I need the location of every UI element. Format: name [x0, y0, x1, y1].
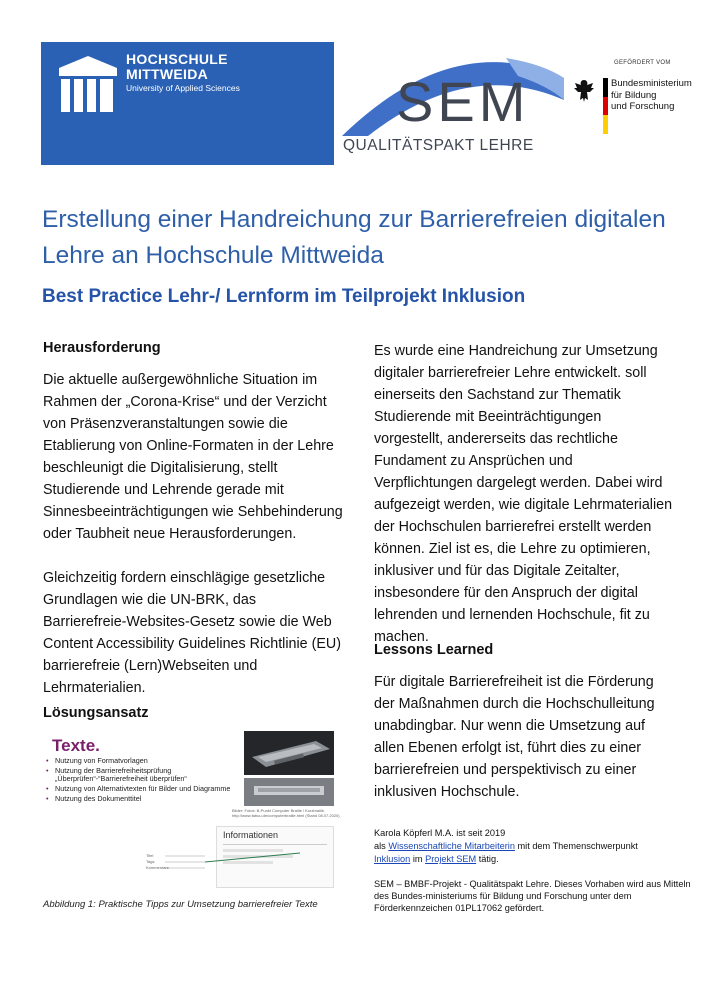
photo-credit: Bilder: Fotos: B-Punkt Computer Braille / Kurzbraille, http://www.fabuu.de/computerbraille.html (Stand 08.07.2020)	[232, 808, 340, 818]
author-text: im	[412, 854, 423, 864]
screenshot-pointer-lines	[165, 851, 305, 881]
hsmw-name-line2: MITTWEIDA	[126, 66, 209, 82]
ministry-name	[611, 78, 692, 113]
braille-keyboard-image	[244, 731, 334, 775]
ministry-line1: Bundesministerium	[611, 78, 692, 89]
screenshot-label: Kommentare	[146, 865, 169, 870]
link-inklusion[interactable]: Inklusion	[374, 854, 411, 864]
list-item: • Nutzung der Barrierefreiheitsprüfung „Überprüfen“-“Barrierefreiheit überprüfen“	[44, 767, 234, 784]
paragraph-handreichung: Es wurde eine Handreichung zur Umsetzung digitaler barrierefreier Lehre entwickelt. soll einerseits den Sachstand zur Thematik Studierende mit Beeinträchtigungen vorgestellt, andererseits das rechtliche Fundament zu Ansprüchen und Verpflichtungen dargelegt werden. Dabei wird aufgezeigt werden, wie digitale Lehrmaterialien der Hochschulen barrierefrei erstellt werden können. Ziel ist es, die Lehre zu optimieren, inklusiver und für das Digitale Zeitalter, insbesondere für den Anspruch der digital lehrenden und lernenden Hochschule, fit zu machen.	[374, 343, 673, 645]
heading-loesungsansatz: Lösungsansatz	[43, 705, 149, 721]
page-title: Erstellung einer Handreichung zur Barrierefreien digitalen Lehre an Hochschule Mittweida	[42, 206, 666, 269]
heading-lessons-learned: Lessons Learned	[374, 642, 494, 658]
list-item: • Nutzung von Alternativtexten für Bilder und Diagramme	[44, 785, 234, 794]
author-text: mit dem Themenschwerpunkt	[517, 841, 638, 851]
screenshot-label: Tags	[146, 859, 155, 864]
hsmw-name-line1: HOCHSCHULE	[126, 51, 228, 67]
figure-heading: Texte.	[52, 736, 100, 755]
author-text: tätig.	[478, 854, 499, 864]
list-item: • Nutzung des Dokumenttitel	[44, 795, 234, 804]
screenshot-title: Informationen	[223, 830, 279, 840]
ministry-line3: und Forschung	[611, 101, 675, 112]
hsmw-name	[126, 52, 228, 82]
screenshot-label: Titel	[146, 853, 154, 858]
braille-keyboard-photo	[244, 731, 334, 775]
author-line: Karola Köpferl M.A. ist seit 2019	[374, 828, 506, 838]
ministry-line2: für Bildung	[611, 89, 657, 101]
funding-label: GEFÖRDERT VOM	[614, 60, 671, 66]
paragraph-herausforderung: Die aktuelle außergewöhnliche Situation im Rahmen der „Corona-Krise“ und der Verzicht von Präsenzveranstaltungen sowie die Etablierung von Online-Formaten in der Lehre beschleunigt die Digitalisierung, stellt Studierende und Lehrende gerade mit Sinnesbeeinträchtigungen wie Sehbehinderung oder Taubheit neue Herausforderungen.	[43, 372, 343, 542]
paragraph-grundlagen: Gleichzeitig fordern einschlägige gesetzliche Grundlagen wie die UN-BRK, das Barrierefreie-Websites-Gesetz sowie die Web Content Accessibility Guidelines Richtlinie (EU) barrierefreie (Lern)Webseiten und Lehrmaterialien.	[43, 570, 341, 696]
hsmw-subtitle: University of Applied Sciences	[126, 83, 240, 93]
german-flag-icon	[603, 78, 608, 134]
list-item: • Nutzung von Formatvorlagen	[44, 757, 234, 766]
figure-list	[44, 757, 234, 805]
author-info	[374, 827, 694, 866]
sem-subtitle: QUALITÄTSPAKT LEHRE	[343, 137, 534, 154]
braille-display-photo	[244, 778, 334, 806]
federal-eagle-icon	[572, 78, 596, 104]
page-subtitle: Best Practice Lehr-/ Lernform im Teilprojekt Inklusion	[42, 286, 526, 307]
figure-caption: Abbildung 1: Praktische Tipps zur Umsetzung barrierefreier Texte	[43, 899, 318, 910]
author-text: als	[374, 841, 386, 851]
sem-wordmark: SEM	[396, 70, 530, 133]
hsmw-building-icon	[55, 48, 121, 120]
link-wissenschaftliche-mitarbeiterin[interactable]: Wissenschaftliche Mitarbeiterin	[388, 841, 515, 851]
heading-herausforderung: Herausforderung	[43, 340, 161, 356]
paragraph-lessons: Für digitale Barrierefreiheit ist die Förderung der Maßnahmen durch die Hochschulleitung unabdingbar. Nur wenn die Umsetzung auf allen Ebenen erfolgt ist, führt dies zu einer barrierefreien und perspektivisch zu einer inklusiven Hochschule.	[374, 674, 655, 800]
braille-display-image	[244, 778, 334, 806]
funding-notice: SEM – BMBF-Projekt - Qualitätspakt Lehre. Dieses Vorhaben wird aus Mitteln des Bundes-ministeriums für Bildung und Forschung unter dem Förderkennzeichen 01PL17062 gefördert.	[374, 879, 691, 913]
screenshot-divider	[223, 844, 327, 845]
link-projekt-sem[interactable]: Projekt SEM	[425, 854, 477, 864]
